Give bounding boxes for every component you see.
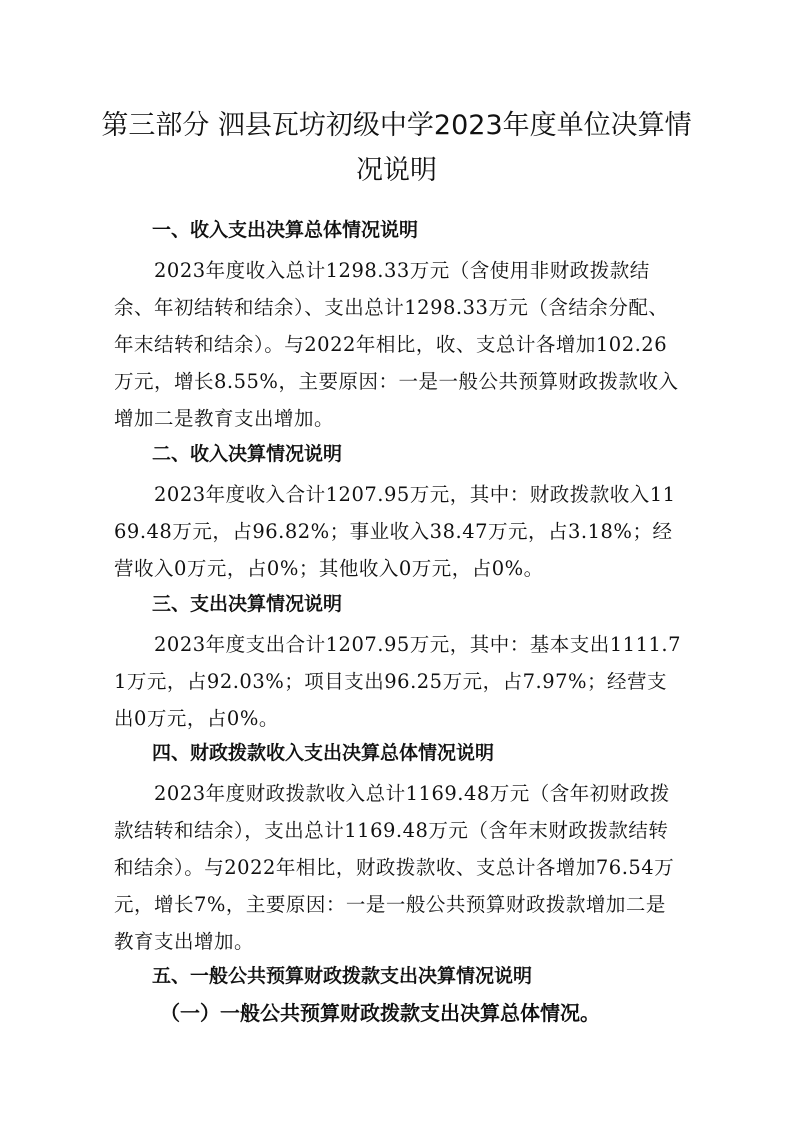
subsection-heading: （一）一般公共预算财政拨款支出决算总体情况。 [160, 1001, 600, 1025]
section-3-heading: 三、支出决算情况说明 [152, 593, 343, 615]
section-1-body: 2023年度收入总计1298.33万元（含使用非财政拨款结余、年初结转和结余）、支出总计1298.33万元（含结余分配、年末结转和结余）。与2022年相比，收、支总计各增加102.26万元，增长8.55%，主要原因：一是一般公共预算财政拨款收入增加二是教育支出增加。 [114, 259, 679, 430]
section-2-heading: 二、收入决算情况说明 [152, 443, 343, 465]
section-3-body: 2023年度支出合计1207.95万元，其中：基本支出1111.71万元，占92.03%；项目支出96.25万元，占7.97%；经营支出0万元，占0%。 [114, 633, 681, 730]
section-4-heading: 四、财政拨款收入支出决算总体情况说明 [152, 742, 495, 764]
section-1-heading: 一、收入支出决算总体情况说明 [152, 219, 419, 241]
section-4-body: 2023年度财政拨款收入总计1169.48万元（含年初财政拨款结转和结余），支出总计1169.48万元（含年末财政拨款结转和结余）。与2022年相比，财政拨款收、支总计各增加76.54万元，增长7%，主要原因：一是一般公共预算财政拨款增加二是教育支出增加。 [114, 782, 675, 953]
section-5-heading: 五、一般公共预算财政拨款支出决算情况说明 [152, 965, 533, 987]
page-title: 第三部分 泗县瓦坊初级中学2023年度单位决算情况说明 [101, 110, 692, 186]
section-2-body: 2023年度收入合计1207.95万元，其中：财政拨款收入1169.48万元，占96.82%；事业收入38.47万元，占3.18%；经营收入0万元，占0%；其他收入0万元，占0%。 [114, 483, 676, 580]
